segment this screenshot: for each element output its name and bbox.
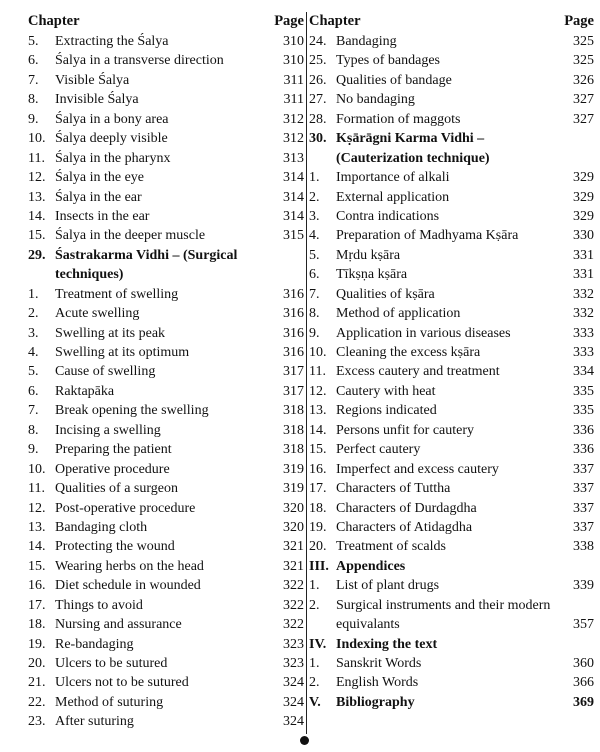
entry-page: 324 (283, 675, 304, 691)
entry-number: 12. (309, 383, 327, 399)
entry-number: 6. (28, 383, 39, 399)
entry-number: 20. (309, 539, 327, 555)
entry-title: Mṛdu kṣāra (336, 247, 401, 263)
toc-section-heading (309, 693, 594, 712)
toc-entry (28, 32, 304, 51)
entry-page: 316 (283, 306, 304, 322)
entry-number: 9. (309, 325, 320, 341)
entry-title: Characters of Atidagdha (336, 519, 473, 535)
entry-title: Protecting the wound (55, 539, 175, 555)
entry-title: Insects in the ear (55, 208, 150, 224)
entry-title: Imperfect and excess cautery (336, 461, 499, 477)
entry-page: 323 (283, 656, 304, 672)
entry-page: 316 (283, 345, 304, 361)
entry-page: 369 (573, 694, 594, 710)
entry-title: Tīkṣṇa kṣāra (336, 267, 408, 283)
entry-title: Wearing herbs on the head (55, 558, 204, 574)
entry-page: 329 (573, 170, 594, 186)
entry-number: 13. (309, 403, 327, 419)
toc-entry (28, 207, 304, 226)
entry-number: 23. (28, 714, 46, 730)
chapter-heading: Chapter (309, 13, 361, 29)
entry-number: 17. (309, 481, 327, 497)
entry-number: III. (309, 558, 329, 574)
toc-entry (309, 51, 594, 70)
entry-page: 318 (283, 422, 304, 438)
entry-page: 312 (283, 111, 304, 127)
toc-entry (309, 576, 594, 595)
entry-page: 319 (283, 461, 304, 477)
entry-page: 324 (283, 694, 304, 710)
toc-entry (309, 596, 594, 635)
entry-page: 333 (573, 325, 594, 341)
entry-title: Extracting the Śalya (55, 34, 169, 49)
entry-title: Surgical instruments and their modern equivalants (336, 597, 551, 633)
toc-entry (28, 557, 304, 576)
entry-page: 321 (283, 539, 304, 555)
entry-number: 5. (28, 34, 39, 49)
entry-page: 360 (573, 656, 594, 672)
entry-page: 322 (283, 597, 304, 613)
toc-section-heading (309, 635, 594, 654)
entry-title: Bandaging cloth (55, 519, 148, 535)
toc-entry (28, 596, 304, 615)
entry-page: 329 (573, 208, 594, 224)
toc-entry (28, 635, 304, 654)
entry-page: 311 (283, 92, 304, 108)
toc-entry (309, 324, 594, 343)
entry-page: 337 (573, 519, 594, 535)
entry-page: 326 (573, 72, 594, 88)
entry-title: Application in various diseases (336, 325, 511, 341)
entry-page: 317 (283, 383, 304, 399)
toc-header-left (28, 10, 304, 32)
chapter-heading: Chapter (28, 13, 80, 29)
toc-entry (309, 304, 594, 323)
entry-title: Perfect cautery (336, 442, 421, 458)
entry-title: Bibliography (336, 694, 415, 710)
entry-title: No bandaging (336, 92, 415, 108)
toc-entry (28, 362, 304, 381)
entry-title: Indexing the text (336, 636, 438, 652)
entry-page: 332 (573, 286, 594, 302)
toc-section-heading (309, 557, 594, 576)
entry-number: 5. (309, 247, 320, 263)
entry-title: Nursing and assurance (55, 617, 182, 633)
entry-page: 311 (283, 72, 304, 88)
entry-page: 366 (573, 675, 594, 691)
entry-title: Śalya deeply visible (55, 131, 168, 147)
entry-page: 324 (283, 714, 304, 730)
page-marker-dot (300, 736, 309, 745)
entry-title: Cautery with heat (336, 383, 436, 399)
entry-title: Cause of swelling (55, 364, 156, 380)
entry-page: 318 (283, 442, 304, 458)
entry-number: 2. (309, 189, 320, 205)
entry-number: 10. (28, 131, 46, 147)
entry-title: English Words (336, 675, 419, 691)
toc-entry (309, 460, 594, 479)
entry-title: Śalya in the pharynx (55, 150, 171, 166)
toc-entry (28, 499, 304, 518)
entry-number: 16. (28, 578, 46, 594)
entry-page: 316 (283, 286, 304, 302)
entry-number: 16. (309, 461, 327, 477)
entry-number: 15. (309, 442, 327, 458)
entry-title: Method of suturing (55, 694, 164, 710)
entry-title: Operative procedure (55, 461, 170, 477)
entry-title: Swelling at its optimum (55, 345, 190, 361)
toc-entry (309, 265, 594, 284)
entry-number: 6. (309, 267, 320, 283)
entry-page: 321 (283, 558, 304, 574)
entry-page: 312 (283, 131, 304, 147)
entry-page: 327 (573, 92, 594, 108)
toc-entry (28, 168, 304, 187)
entry-title: Ulcers not to be sutured (55, 675, 189, 691)
entry-page: 318 (283, 403, 304, 419)
entry-page: 310 (283, 34, 304, 49)
entry-number: 11. (309, 364, 326, 380)
entry-page (560, 635, 594, 654)
entry-page: 357 (573, 617, 594, 633)
entry-title: Preparing the patient (55, 442, 172, 458)
toc-entry (28, 304, 304, 323)
entry-number: 1. (309, 578, 320, 594)
toc-right-list (309, 32, 594, 712)
entry-number: 10. (309, 345, 327, 361)
toc-left-list (28, 32, 304, 732)
toc-entry (28, 479, 304, 498)
entry-title: Types of bandages (336, 53, 440, 69)
toc-entry (309, 362, 594, 381)
entry-page: 331 (573, 247, 594, 263)
entry-title: After suturing (55, 714, 134, 730)
entry-title: Invisible Śalya (55, 92, 139, 108)
entry-page: 322 (283, 617, 304, 633)
entry-number: 9. (28, 442, 39, 458)
entry-page: 336 (573, 442, 594, 458)
entry-number: 7. (28, 403, 39, 419)
page-heading: Page (564, 13, 594, 29)
entry-page: 330 (573, 228, 594, 244)
entry-title: Re-bandaging (55, 636, 134, 652)
toc-entry (28, 110, 304, 129)
entry-number: 14. (28, 539, 46, 555)
entry-number: 1. (309, 656, 320, 672)
entry-page: 339 (573, 578, 594, 594)
entry-title: Acute swelling (55, 306, 140, 322)
toc-entry (309, 71, 594, 90)
entry-page: 320 (283, 500, 304, 516)
entry-title: Excess cautery and treatment (336, 364, 500, 380)
entry-number: 22. (28, 694, 46, 710)
entry-number: 18. (309, 500, 327, 516)
toc-entry (28, 518, 304, 537)
entry-title: Visible Śalya (55, 72, 130, 88)
entry-number: 15. (28, 558, 46, 574)
entry-number: 13. (28, 189, 46, 205)
entry-number: 1. (28, 286, 39, 302)
entry-title: Method of application (336, 306, 461, 322)
entry-title: List of plant drugs (336, 578, 440, 594)
entry-page: 314 (283, 208, 304, 224)
entry-page: 325 (573, 34, 594, 49)
toc-entry (28, 654, 304, 673)
entry-number: 4. (309, 228, 320, 244)
entry-number: 12. (28, 500, 46, 516)
entry-title: Post-operative procedure (55, 500, 196, 516)
toc-entry (309, 226, 594, 245)
entry-title: Swelling at its peak (55, 325, 166, 341)
entry-page: 333 (573, 345, 594, 361)
toc-entry (309, 518, 594, 537)
entry-number: 11. (28, 481, 45, 497)
entry-title: Appendices (336, 558, 406, 574)
toc-entry (309, 168, 594, 187)
toc-header-right (309, 10, 594, 32)
entry-number: 15. (28, 228, 46, 244)
entry-title: Cleaning the excess kṣāra (336, 345, 481, 361)
toc-entry (28, 324, 304, 343)
entry-page: 334 (573, 364, 594, 380)
entry-title: Śalya in a transverse direction (55, 53, 224, 69)
toc-entry (28, 440, 304, 459)
entry-number: 13. (28, 519, 46, 535)
toc-entry (309, 285, 594, 304)
entry-title: Qualities of a surgeon (55, 481, 178, 497)
entry-page: 315 (283, 228, 304, 244)
toc-entry (28, 51, 304, 70)
toc-entry (309, 440, 594, 459)
entry-title: Contra indications (336, 208, 440, 224)
entry-title: Qualities of kṣāra (336, 286, 435, 302)
entry-title: Importance of alkali (336, 170, 450, 186)
entry-number: V. (309, 694, 321, 710)
toc-entry (28, 382, 304, 401)
entry-page: 325 (573, 53, 594, 69)
entry-page: 313 (283, 150, 304, 166)
entry-number: 8. (28, 92, 39, 108)
toc-entry (28, 226, 304, 245)
toc-entry (309, 188, 594, 207)
entry-title: Bandaging (336, 34, 397, 49)
toc-entry (28, 285, 304, 304)
toc-entry (28, 129, 304, 148)
entry-page: 320 (283, 519, 304, 535)
toc-entry (28, 693, 304, 712)
toc-entry (309, 479, 594, 498)
entry-number: 21. (28, 675, 46, 691)
toc-entry (28, 673, 304, 692)
entry-number: 6. (28, 53, 39, 69)
entry-page: 336 (573, 422, 594, 438)
entry-title: Treatment of swelling (55, 286, 179, 302)
toc-entry (28, 401, 304, 420)
entry-number: 10. (28, 461, 46, 477)
entry-number: 3. (309, 208, 320, 224)
entry-number: 28. (309, 111, 327, 127)
entry-number: 9. (28, 111, 39, 127)
toc-entry (28, 90, 304, 109)
toc-entry (28, 343, 304, 362)
entry-number: 7. (309, 286, 320, 302)
entry-number: 2. (309, 675, 320, 691)
toc-entry (309, 110, 594, 129)
column-divider (306, 12, 307, 734)
entry-number: 8. (309, 306, 320, 322)
entry-title: Persons unfit for cautery (336, 422, 475, 438)
entry-number: 2. (28, 306, 39, 322)
entry-number: 19. (309, 519, 327, 535)
toc-entry (309, 421, 594, 440)
toc-entry (309, 207, 594, 226)
entry-page: 335 (573, 383, 594, 399)
entry-page: 337 (573, 481, 594, 497)
entry-number: 7. (28, 72, 39, 88)
entry-title: Preparation of Madhyama Kṣāra (336, 228, 519, 244)
entry-page (560, 557, 594, 576)
entry-title: Śalya in a bony area (55, 111, 169, 127)
entry-page: 331 (573, 267, 594, 283)
toc-entry (28, 188, 304, 207)
entry-number: 20. (28, 656, 46, 672)
toc-entry (28, 576, 304, 595)
entry-title: Treatment of scalds (336, 539, 446, 555)
toc-entry (309, 401, 594, 420)
entry-number: 18. (28, 617, 46, 633)
entry-page: 332 (573, 306, 594, 322)
entry-number: 8. (28, 422, 39, 438)
entry-number: 29. (28, 247, 46, 263)
entry-title: Kṣārāgni Karma Vidhi – (Cauterization technique) (336, 131, 490, 166)
entry-page: 335 (573, 403, 594, 419)
entry-number: 5. (28, 364, 39, 380)
entry-page: 314 (283, 170, 304, 186)
entry-page: 322 (283, 578, 304, 594)
entry-page: 317 (283, 364, 304, 380)
toc-entry (28, 537, 304, 556)
entry-title: Regions indicated (336, 403, 437, 419)
toc-left-column (28, 10, 304, 732)
toc-entry (28, 460, 304, 479)
entry-title: Śalya in the deeper muscle (55, 228, 206, 244)
entry-number: 19. (28, 636, 46, 652)
entry-number: 24. (309, 34, 327, 49)
toc-section-heading (28, 246, 304, 285)
entry-number: 1. (309, 170, 320, 186)
toc-entry (309, 246, 594, 265)
entry-title: Śastrakarma Vidhi – (Surgical techniques) (55, 247, 238, 283)
entry-number: IV. (309, 636, 327, 652)
entry-page: 323 (283, 636, 304, 652)
entry-number: 26. (309, 72, 327, 88)
entry-title: Qualities of bandage (336, 72, 452, 88)
entry-title: Characters of Durdagdha (336, 500, 477, 516)
toc-entry (309, 537, 594, 556)
entry-title: Sanskrit Words (336, 656, 422, 672)
entry-page: 327 (573, 111, 594, 127)
toc-entry (309, 343, 594, 362)
toc-right-column (309, 10, 594, 712)
entry-title: Characters of Tuttha (336, 481, 451, 497)
entry-number: 17. (28, 597, 46, 613)
entry-number: 4. (28, 345, 39, 361)
toc-entry (309, 673, 594, 692)
entry-number: 27. (309, 92, 327, 108)
entry-page: 310 (283, 53, 304, 69)
entry-title: Ulcers to be sutured (55, 656, 168, 672)
entry-number: 12. (28, 170, 46, 186)
entry-title: Diet schedule in wounded (55, 578, 201, 594)
entry-title: Śalya in the ear (55, 189, 142, 205)
entry-number: 25. (309, 53, 327, 69)
toc-section-heading (309, 129, 594, 168)
toc-entry (28, 712, 304, 731)
entry-number: 11. (28, 150, 45, 166)
entry-page: 329 (573, 189, 594, 205)
entry-page: 319 (283, 481, 304, 497)
entry-title: Things to avoid (55, 597, 143, 613)
page-heading: Page (274, 13, 304, 29)
toc-entry (28, 71, 304, 90)
entry-title: Incising a swelling (55, 422, 161, 438)
toc-entry (309, 90, 594, 109)
entry-title: Break opening the swelling (55, 403, 209, 419)
toc-entry (309, 382, 594, 401)
entry-number: 14. (309, 422, 327, 438)
entry-page: 316 (283, 325, 304, 341)
entry-page: 337 (573, 461, 594, 477)
toc-entry (309, 654, 594, 673)
toc-entry (309, 32, 594, 51)
toc-entry (309, 499, 594, 518)
entry-title: External application (336, 189, 450, 205)
entry-page: 337 (573, 500, 594, 516)
entry-number: 30. (309, 131, 327, 147)
toc-entry (28, 149, 304, 168)
entry-title: Formation of maggots (336, 111, 461, 127)
toc-entry (28, 421, 304, 440)
entry-page: 314 (283, 189, 304, 205)
entry-number: 2. (309, 597, 320, 613)
entry-number: 14. (28, 208, 46, 224)
entry-page: 338 (573, 539, 594, 555)
entry-title: Raktapāka (55, 383, 115, 399)
entry-title: Śalya in the eye (55, 170, 145, 186)
entry-number: 3. (28, 325, 39, 341)
toc-entry (28, 615, 304, 634)
